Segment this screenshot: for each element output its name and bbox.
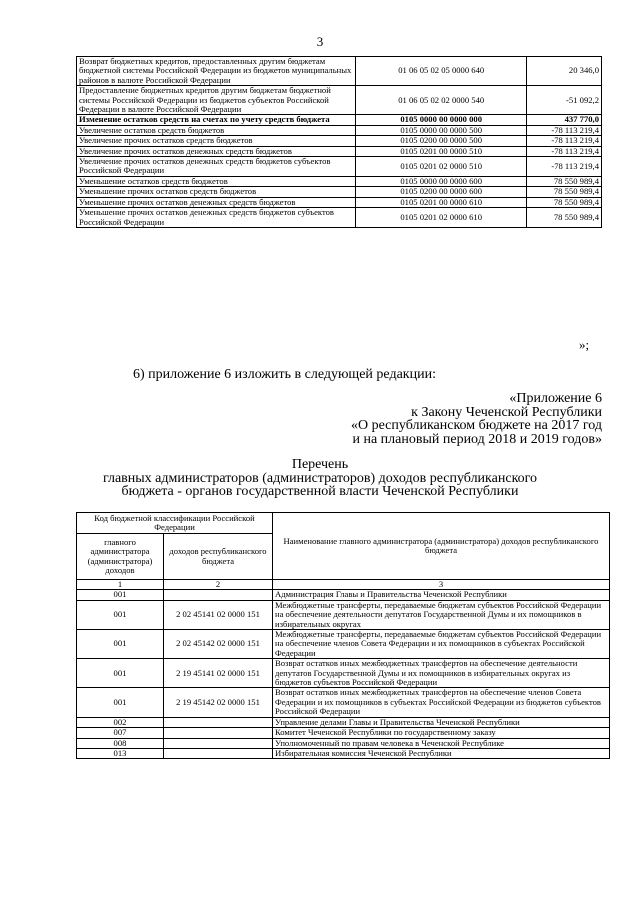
table-row bbox=[77, 125, 602, 135]
header-group: Код бюджетной классификации Российской Федерации bbox=[77, 513, 273, 534]
row-revenue-code: 2 02 45141 02 0000 151 bbox=[164, 600, 273, 629]
row-value: -78 113 219,4 bbox=[527, 136, 602, 146]
table-row bbox=[77, 136, 602, 146]
row-value: 437 770,0 bbox=[527, 115, 602, 125]
row-revenue-code: 2 19 45141 02 0000 151 bbox=[164, 659, 273, 688]
table-row bbox=[77, 146, 602, 156]
row-revenue-code bbox=[164, 728, 273, 738]
table-row bbox=[77, 57, 602, 86]
page-number: 3 bbox=[316, 34, 324, 49]
row-admin-name: Межбюджетные трансферты, передаваемые бюджетам субъектов Российской Федерации на обеспечение членов Совета Федерации и их помощников в субъектах Российской Федерации bbox=[273, 630, 610, 659]
row-admin-name: Возврат остатков иных межбюджетных трансфертов на обеспечение деятельности депутатов Государственной Думы и их помощников в избирательных округах из бюджетов субъектов Российской Федерации bbox=[273, 659, 610, 688]
appendix-line: «Приложение 6 bbox=[509, 391, 602, 406]
row-admin-name: Межбюджетные трансферты, передаваемые бюджетам субъектов Российской Федерации на обеспечение деятельности депутатов Государственной Думы и их помощников в избирательных округах bbox=[273, 600, 610, 629]
row-admin-code: 001 bbox=[77, 630, 164, 659]
table-row bbox=[77, 717, 610, 727]
row-value: -78 113 219,4 bbox=[527, 146, 602, 156]
row-revenue-code bbox=[164, 717, 273, 727]
amendment-text: 6) приложение 6 изложить в следующей редакции: bbox=[133, 367, 436, 382]
row-code: 0105 0201 02 0000 510 bbox=[355, 157, 527, 177]
row-code: 01 06 05 02 02 0000 540 bbox=[355, 86, 527, 115]
row-admin-name: Администрация Главы и Правительства Чеченской Республики bbox=[273, 590, 610, 600]
row-name: Возврат бюджетных кредитов, предоставленных другим бюджетам бюджетной системы Российской Федерации из бюджетов муниципальных районов в валюте Российской Федерации bbox=[77, 57, 356, 86]
table-row bbox=[77, 187, 602, 197]
closing-quote: »; bbox=[579, 337, 590, 352]
row-value: 78 550 989,4 bbox=[527, 176, 602, 186]
row-revenue-code bbox=[164, 748, 273, 758]
table-row bbox=[77, 590, 610, 600]
row-name: Увеличение прочих остатков средств бюджетов bbox=[77, 136, 356, 146]
row-name: Уменьшение остатков средств бюджетов bbox=[77, 176, 356, 186]
table-row bbox=[77, 176, 602, 186]
table-row bbox=[77, 659, 610, 688]
appendix-line: и на плановый период 2018 и 2019 годов» bbox=[352, 431, 602, 447]
row-revenue-code: 2 19 45142 02 0000 151 bbox=[164, 688, 273, 717]
header-admin-column: главного администратора (администратора) доходов bbox=[77, 534, 164, 580]
row-name: Уменьшение прочих остатков денежных средств бюджетов bbox=[77, 197, 356, 207]
row-code: 0105 0000 00 0000 600 bbox=[355, 176, 527, 186]
header-code-column: доходов республиканского бюджета bbox=[164, 534, 273, 580]
row-revenue-code: 2 02 45142 02 0000 151 bbox=[164, 630, 273, 659]
row-admin-name: Уполномоченный по правам человека в Чеченской Республике bbox=[273, 738, 610, 748]
appendix-line: «О республиканском бюджете на 2017 год bbox=[351, 418, 602, 433]
table-row bbox=[77, 748, 610, 758]
row-code: 0105 0201 02 0000 610 bbox=[355, 208, 527, 228]
row-name: Увеличение прочих остатков денежных средств бюджетов субъектов Российской Федерации bbox=[77, 157, 356, 177]
row-value: 78 550 989,4 bbox=[527, 208, 602, 228]
row-admin-code: 001 bbox=[77, 659, 164, 688]
row-admin-name: Комитет Чеченской Республики по государственному заказу bbox=[273, 728, 610, 738]
row-name: Увеличение прочих остатков денежных средств бюджетов bbox=[77, 146, 356, 156]
header-number: 2 bbox=[164, 580, 273, 590]
row-name: Увеличение остатков средств бюджетов bbox=[77, 125, 356, 135]
row-admin-code: 001 bbox=[77, 600, 164, 629]
table-row bbox=[77, 728, 610, 738]
row-value: -78 113 219,4 bbox=[527, 157, 602, 177]
row-value: 78 550 989,4 bbox=[527, 187, 602, 197]
table-row bbox=[77, 157, 602, 177]
row-admin-code: 001 bbox=[77, 688, 164, 717]
table-row bbox=[77, 688, 610, 717]
list-title-line: Перечень bbox=[291, 457, 349, 472]
row-revenue-code bbox=[164, 738, 273, 748]
row-admin-code: 001 bbox=[77, 590, 164, 600]
table-row bbox=[77, 600, 610, 629]
table-row bbox=[77, 630, 610, 659]
row-code: 0105 0000 00 0000 500 bbox=[355, 125, 527, 135]
row-admin-name: Избирательная комиссия Чеченской Республики bbox=[273, 748, 610, 758]
header-number: 3 bbox=[273, 580, 610, 590]
row-value: -51 092,2 bbox=[527, 86, 602, 115]
appendix-heading bbox=[351, 392, 602, 446]
administrators-table bbox=[76, 512, 610, 759]
row-code: 01 06 05 02 05 0000 640 bbox=[355, 57, 527, 86]
table-row bbox=[77, 86, 602, 115]
row-code: 0105 0000 00 0000 000 bbox=[355, 115, 527, 125]
row-revenue-code bbox=[164, 590, 273, 600]
row-name: Изменение остатков средств на счетах по учету средств бюджета bbox=[77, 115, 356, 125]
sources-financing-table bbox=[76, 56, 602, 228]
row-admin-code: 013 bbox=[77, 748, 164, 758]
row-code: 0105 0200 00 0000 600 bbox=[355, 187, 527, 197]
row-name: Уменьшение прочих остатков средств бюджетов bbox=[77, 187, 356, 197]
list-title-line: главных администраторов (администраторов) доходов республиканского bbox=[102, 470, 538, 486]
row-code: 0105 0200 00 0000 500 bbox=[355, 136, 527, 146]
table-row bbox=[77, 197, 602, 207]
row-admin-name: Возврат остатков иных межбюджетных трансфертов на обеспечение членов Совета Федерации и их помощников в субъектах Российской Федерации из бюджетов субъектов Российской Федерации bbox=[273, 688, 610, 717]
row-code: 0105 0201 00 0000 610 bbox=[355, 197, 527, 207]
table-row bbox=[77, 115, 602, 125]
row-admin-code: 002 bbox=[77, 717, 164, 727]
list-title-line: бюджета - органов государственной власти Чеченской Республики bbox=[121, 484, 519, 499]
row-code: 0105 0201 00 0000 510 bbox=[355, 146, 527, 156]
row-admin-code: 008 bbox=[77, 738, 164, 748]
header-name-column: Наименование главного администратора (администратора) доходов республиканского бюджета bbox=[273, 513, 610, 580]
appendix-line: к Закону Чеченской Республики bbox=[411, 404, 602, 420]
header-number: 1 bbox=[77, 580, 164, 590]
row-value: -78 113 219,4 bbox=[527, 125, 602, 135]
row-value: 20 346,0 bbox=[527, 57, 602, 86]
list-title bbox=[0, 458, 640, 499]
row-name: Предоставление бюджетных кредитов другим бюджетам бюджетной системы Российской Федерации из бюджетов субъектов Российской Федерации в валюте Российской Федерации bbox=[77, 86, 356, 115]
table-row bbox=[77, 738, 610, 748]
row-value: 78 550 989,4 bbox=[527, 197, 602, 207]
row-name: Уменьшение прочих остатков денежных средств бюджетов субъектов Российской Федерации bbox=[77, 208, 356, 228]
row-admin-code: 007 bbox=[77, 728, 164, 738]
table-row bbox=[77, 208, 602, 228]
row-admin-name: Управление делами Главы и Правительства Чеченской Республики bbox=[273, 717, 610, 727]
